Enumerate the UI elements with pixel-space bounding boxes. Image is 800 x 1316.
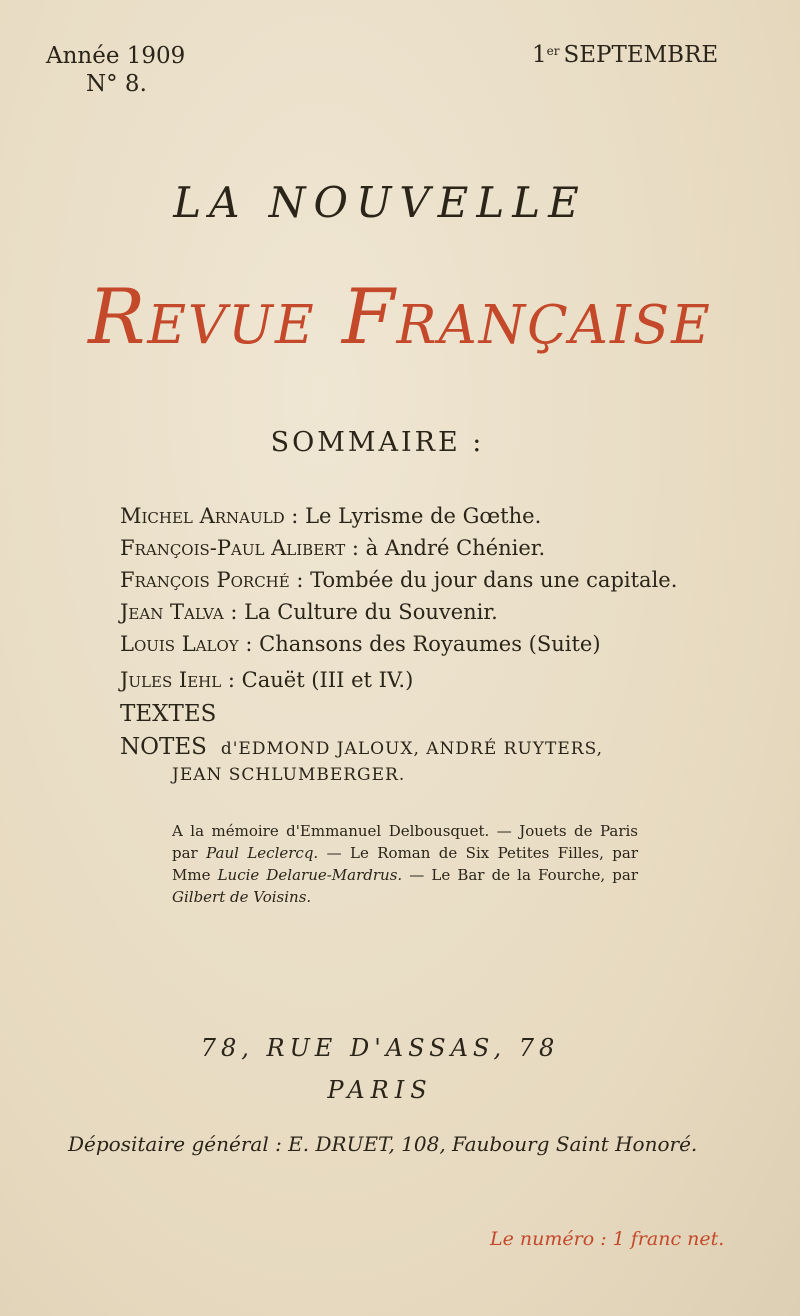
notes-authors-line1: d'EDMOND JALOUX, ANDRÉ RUYTERS, bbox=[220, 739, 604, 759]
toc-work: La Culture du Souvenir. bbox=[244, 600, 498, 624]
notes-detail-author2: Lucie Delarue-Mardrus. bbox=[217, 866, 403, 884]
notes-detail-part1: A la mémoire d'Emmanuel Delbousquet. — Jouets de Paris par bbox=[172, 822, 638, 862]
toc-author: Jean Talva : bbox=[120, 600, 238, 624]
title-line2: Revue Française bbox=[88, 272, 712, 361]
issue-info bbox=[46, 42, 185, 98]
toc-entry bbox=[120, 664, 680, 696]
toc-work: Tombée du jour dans une capitale. bbox=[310, 568, 678, 592]
textes-heading: TEXTES bbox=[120, 701, 217, 727]
issue-year: Année 1909 bbox=[46, 43, 186, 69]
toc-author: Jules Iehl : bbox=[120, 668, 235, 692]
notes-section bbox=[120, 734, 680, 788]
title-line1: LA NOUVELLE bbox=[173, 178, 587, 227]
notes-detail bbox=[172, 820, 638, 908]
toc-work: Cauët (III et IV.) bbox=[241, 668, 414, 692]
notes-detail-author1: Paul Leclercq. bbox=[206, 844, 319, 862]
notes-authors-line2: JEAN SCHLUMBERGER. bbox=[172, 765, 406, 785]
toc-author: François-Paul Alibert : bbox=[120, 536, 359, 560]
issue-date-month: SEPTEMBRE bbox=[563, 42, 719, 68]
notes-detail-part2: — Le Roman de Six Petites Filles, par Mme bbox=[172, 844, 638, 884]
toc-author: Louis Laloy : bbox=[120, 632, 253, 656]
issue-date bbox=[532, 42, 718, 68]
toc-work: à André Chénier. bbox=[365, 536, 546, 560]
toc-entry bbox=[120, 532, 680, 564]
distributor-line: Dépositaire général : E. DRUET, 108, Faubourg Saint Honoré. bbox=[68, 1132, 698, 1156]
toc-entry bbox=[120, 628, 680, 660]
toc-work: Chansons des Royaumes (Suite) bbox=[259, 632, 601, 656]
toc-entry bbox=[120, 564, 680, 596]
table-of-contents bbox=[120, 500, 680, 788]
toc-entry bbox=[120, 596, 680, 628]
price-line: Le numéro : 1 franc net. bbox=[490, 1228, 725, 1250]
publisher-city: PARIS bbox=[327, 1076, 433, 1104]
toc-author: Michel Arnauld : bbox=[120, 504, 299, 528]
issue-date-day: 1 bbox=[532, 42, 547, 68]
publisher-address: 78, RUE D'ASSAS, 78 bbox=[200, 1034, 560, 1062]
notes-detail-part3: — Le Bar de la Fourche, par bbox=[402, 866, 638, 884]
issue-date-sup: er bbox=[546, 44, 560, 58]
sommaire-heading: SOMMAIRE : bbox=[270, 427, 485, 458]
toc-author: François Porché : bbox=[120, 568, 304, 592]
notes-label: NOTES bbox=[120, 734, 207, 760]
toc-work: Le Lyrisme de Gœthe. bbox=[305, 504, 542, 528]
toc-entry bbox=[120, 500, 680, 532]
issue-number: N° 8. bbox=[86, 71, 147, 97]
notes-detail-author3: Gilbert de Voisins. bbox=[172, 888, 312, 906]
